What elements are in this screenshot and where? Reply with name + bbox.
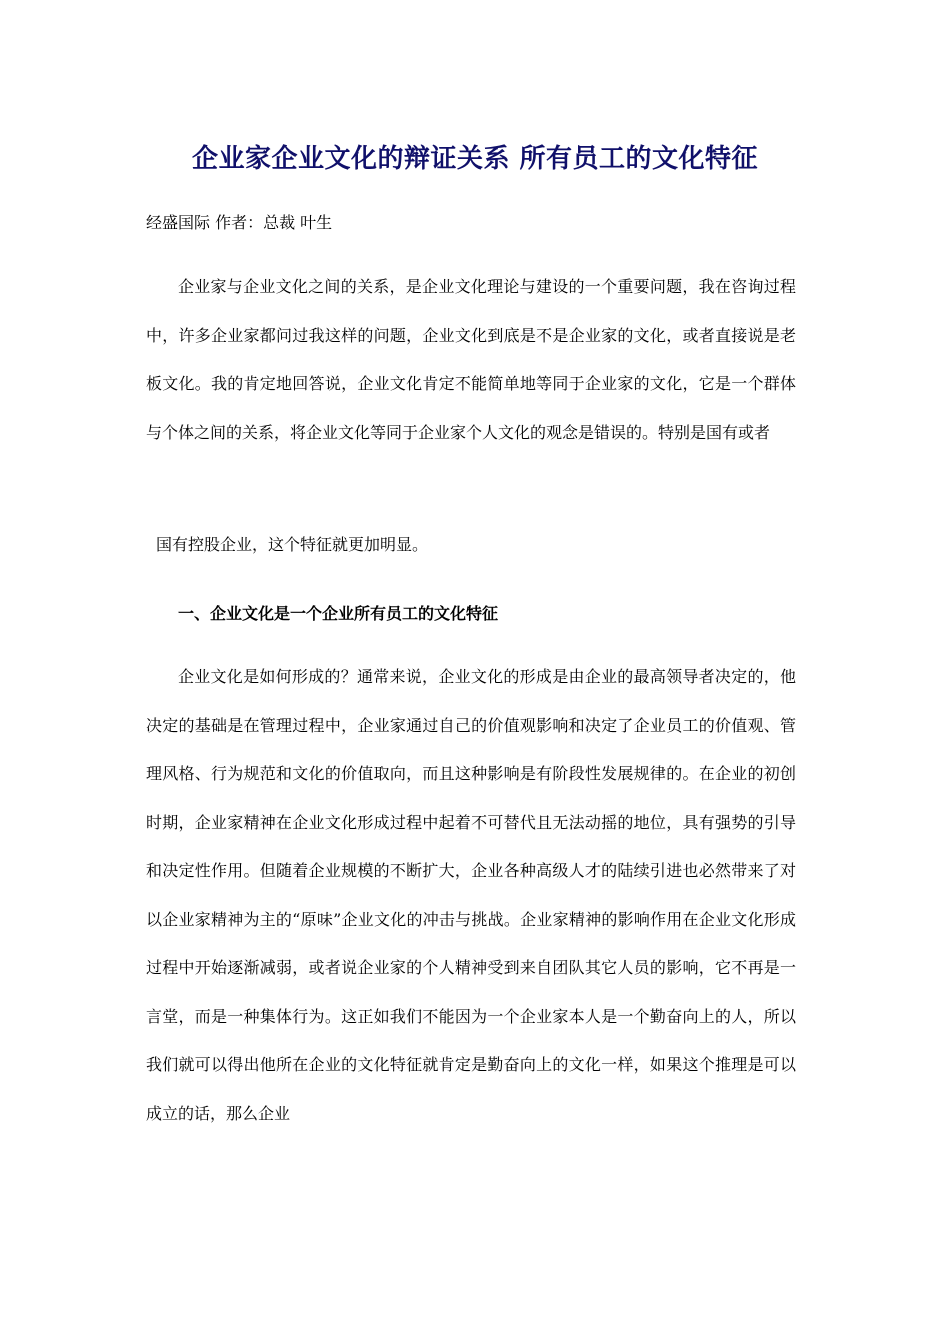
paragraph-1: 企业家与企业文化之间的关系，是企业文化理论与建设的一个重要问题，我在咨询过程中，许多企业家都问过我这样的问题，企业文化到底是不是企业家的文化，或者直接说是老板文化。我的肯定地回答说，企业文化肯定不能简单地等同于企业家的文化，它是一个群体与个体之间的关系，将企业文化等同于企业家个人文化的观念是错误的。特别是国有或者 [146,277,796,442]
paragraph-2: 国有控股企业，这个特征就更加明显。 [156,535,429,554]
document-title: 企业家企业文化的辩证关系 所有员工的文化特征 [191,144,759,174]
section-heading: 一、企业文化是一个企业所有员工的文化特征 [178,604,499,623]
paragraph-3: 企业文化是如何形成的？通常来说，企业文化的形成是由企业的最高领导者决定的，他决定的基础是在管理过程中，企业家通过自己的价值观影响和决定了企业员工的价值观、管理风格、行为规范和文化的价值取向，而且这种影响是有阶段性发展规律的。在企业的初创时期，企业家精神在企业文化形成过程中起着不可替代且无法动摇的地位，具有强势的引导和决定性作用。但随着企业规模的不断扩大，企业各种高级人才的陆续引进也必然带来了对以企业家精神为主的“原味”企业文化的冲击与挑战。企业家精神的影响作用在企业文化形成过程中开始逐渐减弱，或者说企业家的个人精神受到来自团队其它人员的影响，它不再是一言堂，而是一种集体行为。这正如我们不能因为一个企业家本人是一个勤奋向上的人，所以我们就可以得出他所在企业的文化特征就肯定是勤奋向上的文化一样，如果这个推理是可以成立的话，那么企业 [146,667,796,1123]
author-byline: 经盛国际 作者：总裁 叶生 [146,213,333,232]
